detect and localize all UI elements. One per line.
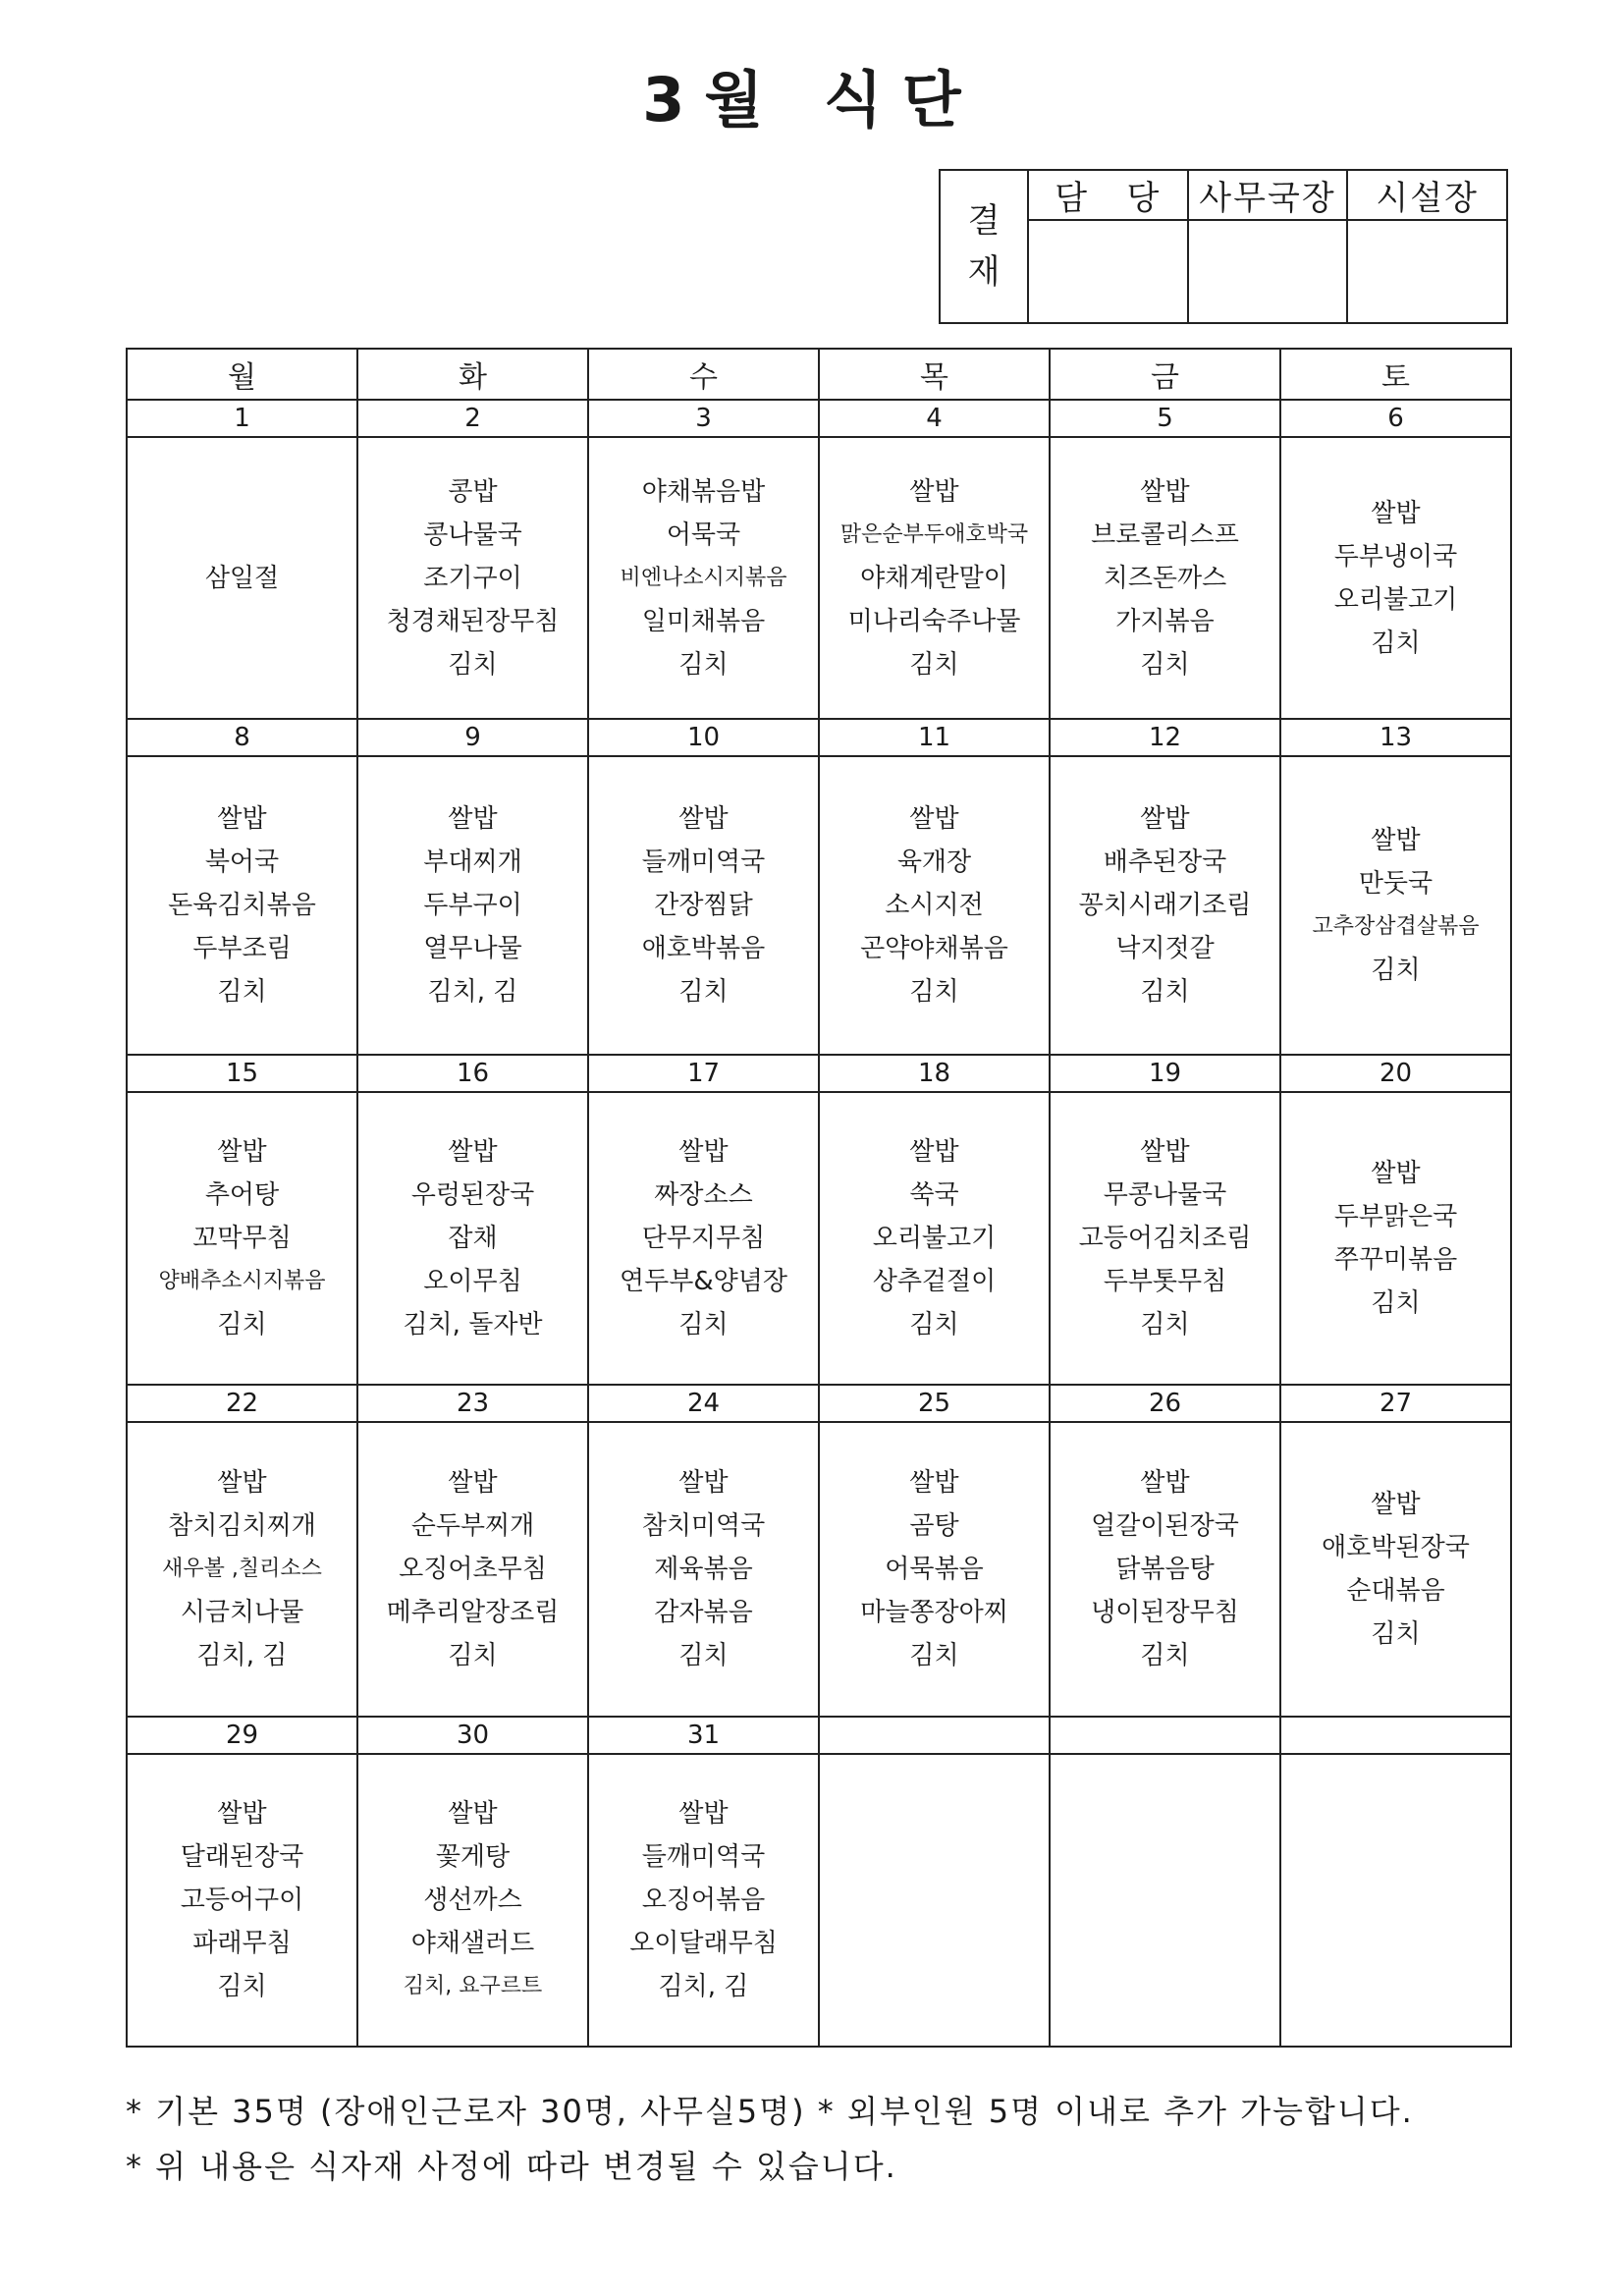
- dish-item: 김치: [678, 1310, 729, 1339]
- menu-cell: [127, 1754, 357, 2047]
- dish-item: 참치김치찌개: [168, 1511, 316, 1541]
- dish-item: 삼일절: [204, 563, 280, 593]
- date-cell: 4: [819, 400, 1050, 437]
- dish-item: 김치, 요구르트: [403, 1974, 543, 1998]
- approval-header-director: 시설장: [1347, 170, 1507, 220]
- date-cell: [819, 1717, 1050, 1754]
- menu-cell: [1280, 1422, 1511, 1717]
- dish-item: 두부맑은국: [1333, 1202, 1458, 1231]
- menu-cell: [1050, 1754, 1280, 2047]
- dish-item: 김치: [1371, 956, 1421, 985]
- menu-cell: [1050, 756, 1280, 1055]
- dish-item: 김치: [909, 977, 959, 1007]
- date-row: [127, 719, 1511, 756]
- dish-item: 김치, 김: [427, 977, 518, 1007]
- weekday-header: 목: [819, 349, 1050, 400]
- menu-cell: [1050, 1092, 1280, 1385]
- dish-item: 북어국: [204, 847, 280, 877]
- dish-item: 시금치나물: [180, 1598, 304, 1627]
- menu-cell: [1050, 437, 1280, 719]
- menu-cell: [357, 1092, 588, 1385]
- dish-item: 꼬막무침: [192, 1224, 292, 1253]
- dish-item: 쑥국: [909, 1180, 959, 1210]
- dish-item: 김치: [1140, 1641, 1190, 1670]
- dish-item: 냉이된장무침: [1091, 1598, 1239, 1627]
- dish-item: 단무지무침: [641, 1224, 766, 1253]
- date-row: [127, 400, 1511, 437]
- menu-cell: [819, 1092, 1050, 1385]
- dish-item: 김치: [1371, 628, 1421, 658]
- dish-item: 야채샐러드: [410, 1929, 535, 1958]
- dish-item: 쌀밥: [448, 1799, 498, 1829]
- dish-item: 고등어구이: [180, 1886, 304, 1915]
- menu-cell: [357, 756, 588, 1055]
- date-cell: 3: [588, 400, 819, 437]
- dish-item: 김치: [448, 1641, 498, 1670]
- dish-item: 쌀밥: [678, 1468, 729, 1498]
- approval-box: [939, 169, 1508, 324]
- menu-cell: [588, 437, 819, 719]
- dish-item: 마늘쫑장아찌: [860, 1598, 1008, 1627]
- date-cell: [1280, 1717, 1511, 1754]
- dish-item: 야채계란말이: [860, 563, 1008, 593]
- dish-item: 김치: [217, 1972, 267, 2001]
- dish-item: 김치: [1371, 1288, 1421, 1318]
- dish-item: 달래된장국: [180, 1842, 304, 1872]
- date-cell: 1: [127, 400, 357, 437]
- dish-item: 순대볶음: [1346, 1576, 1445, 1606]
- menu-row: [127, 437, 1511, 719]
- note-capacity: * 기본 35명 (장애인근로자 30명, 사무실5명) * 외부인원 5명 이내로 추가 가능합니다.: [126, 2093, 1414, 2130]
- dish-item: 김치: [678, 649, 729, 680]
- date-cell: 18: [819, 1055, 1050, 1092]
- dish-item: 오이달래무침: [629, 1929, 778, 1958]
- approval-signature-manager: [1028, 220, 1188, 323]
- dish-item: 연두부&양념장: [620, 1267, 787, 1296]
- dish-item: 조기구이: [423, 563, 522, 593]
- dish-item: 낙지젓갈: [1115, 934, 1215, 963]
- approval-header-secretary: 사무국장: [1188, 170, 1348, 220]
- weekday-header: 화: [357, 349, 588, 400]
- dish-item: 쌀밥: [678, 1799, 729, 1829]
- dish-item: 열무나물: [423, 934, 522, 963]
- dish-item: 생선까스: [423, 1886, 522, 1915]
- menu-cell: [127, 756, 357, 1055]
- dish-item: 쌀밥: [217, 1137, 267, 1167]
- dish-item: 김치: [909, 1310, 959, 1339]
- dish-item: 고등어김치조림: [1078, 1224, 1252, 1253]
- notes: [126, 2084, 1414, 2194]
- date-cell: 24: [588, 1385, 819, 1422]
- dish-item: 부대찌개: [423, 847, 522, 877]
- dish-item: 오이무침: [423, 1267, 522, 1296]
- dish-item: 야채볶음밥: [641, 476, 766, 507]
- menu-cell: [1050, 1422, 1280, 1717]
- menu-cell: [819, 437, 1050, 719]
- weekday-header: 월: [127, 349, 357, 400]
- date-cell: 11: [819, 719, 1050, 756]
- dish-item: 치즈돈까스: [1103, 563, 1227, 593]
- dish-item: 메추리알장조림: [386, 1598, 560, 1627]
- dish-item: 감자볶음: [654, 1598, 753, 1627]
- menu-cell: [588, 1754, 819, 2047]
- dish-item: 김치: [678, 977, 729, 1007]
- menu-row: [127, 1754, 1511, 2047]
- menu-cell: [357, 437, 588, 719]
- dish-item: 우렁된장국: [410, 1180, 535, 1210]
- dish-item: 곰탕: [909, 1511, 959, 1541]
- dish-item: 애호박볶음: [641, 934, 766, 963]
- dish-item: 들깨미역국: [641, 847, 766, 877]
- date-cell: 6: [1280, 400, 1511, 437]
- dish-item: 김치: [1140, 977, 1190, 1007]
- dish-item: 쌀밥: [217, 804, 267, 834]
- date-cell: 30: [357, 1717, 588, 1754]
- date-row: [127, 1055, 1511, 1092]
- dish-item: 잡채: [448, 1224, 498, 1253]
- date-cell: 27: [1280, 1385, 1511, 1422]
- dish-item: 두부냉이국: [1333, 541, 1458, 572]
- dish-item: 브로콜리스프: [1091, 519, 1239, 550]
- menu-cell: [1280, 1092, 1511, 1385]
- dish-item: 두부톳무침: [1103, 1267, 1227, 1296]
- dish-item: 쌀밥: [678, 1137, 729, 1167]
- dish-item: 김치: [678, 1641, 729, 1670]
- weekday-header: 수: [588, 349, 819, 400]
- approval-label-top: 결: [967, 201, 1001, 241]
- menu-cell: [1280, 1754, 1511, 2047]
- menu-cell: [1280, 756, 1511, 1055]
- dish-item: 고추장삼겹살볶음: [1312, 914, 1480, 939]
- menu-cell: [588, 1092, 819, 1385]
- dish-item: 쌀밥: [1371, 1159, 1421, 1188]
- dish-item: 일미채볶음: [641, 606, 766, 636]
- dish-item: 김치, 돌자반: [403, 1310, 543, 1339]
- date-cell: 15: [127, 1055, 357, 1092]
- date-cell: 29: [127, 1717, 357, 1754]
- dish-item: 쌀밥: [1371, 1490, 1421, 1519]
- dish-item: 순두부찌개: [410, 1511, 535, 1541]
- meal-calendar: [126, 348, 1512, 2048]
- dish-item: 배추된장국: [1103, 847, 1227, 877]
- date-cell: 26: [1050, 1385, 1280, 1422]
- dish-item: 추어탕: [204, 1180, 280, 1210]
- menu-cell: [127, 437, 357, 719]
- date-cell: 9: [357, 719, 588, 756]
- dish-item: 무콩나물국: [1103, 1180, 1227, 1210]
- approval-label: [940, 170, 1028, 323]
- menu-cell: [357, 1422, 588, 1717]
- dish-item: 쌀밥: [1371, 498, 1421, 528]
- dish-item: 쌀밥: [678, 804, 729, 834]
- date-cell: 5: [1050, 400, 1280, 437]
- date-cell: 22: [127, 1385, 357, 1422]
- dish-item: 얼갈이된장국: [1091, 1511, 1239, 1541]
- dish-item: 콩밥: [448, 476, 498, 507]
- dish-item: 만둣국: [1358, 869, 1434, 899]
- approval-signature-director: [1347, 220, 1507, 323]
- dish-item: 쌀밥: [909, 1137, 959, 1167]
- dish-item: 새우볼 ,칠리소스: [162, 1557, 322, 1581]
- date-row: [127, 1385, 1511, 1422]
- date-cell: 20: [1280, 1055, 1511, 1092]
- date-cell: 31: [588, 1717, 819, 1754]
- dish-item: 미나리숙주나물: [847, 606, 1021, 636]
- dish-item: 쌀밥: [909, 1468, 959, 1498]
- dish-item: 양배추소시지볶음: [158, 1269, 326, 1293]
- dish-item: 꽁치시래기조림: [1078, 891, 1252, 920]
- dish-item: 쭈꾸미볶음: [1333, 1245, 1458, 1275]
- dish-item: 쌀밥: [1140, 804, 1190, 834]
- approval-label-bottom: 재: [967, 252, 1001, 292]
- menu-cell: [357, 1754, 588, 2047]
- date-cell: 13: [1280, 719, 1511, 756]
- dish-item: 돈육김치볶음: [168, 891, 316, 920]
- dish-item: 파래무침: [192, 1929, 292, 1958]
- date-cell: [1050, 1717, 1280, 1754]
- dish-item: 쌀밥: [217, 1468, 267, 1498]
- dish-item: 김치: [1140, 649, 1190, 680]
- dish-item: 들깨미역국: [641, 1842, 766, 1872]
- menu-cell: [127, 1092, 357, 1385]
- dish-item: 쌀밥: [1371, 826, 1421, 855]
- menu-cell: [588, 1422, 819, 1717]
- dish-item: 소시지전: [885, 891, 984, 920]
- date-cell: 16: [357, 1055, 588, 1092]
- dish-item: 곤약야채볶음: [860, 934, 1008, 963]
- weekday-header: 토: [1280, 349, 1511, 400]
- dish-item: 쌀밥: [1140, 476, 1190, 507]
- date-cell: 23: [357, 1385, 588, 1422]
- weekday-header: 금: [1050, 349, 1280, 400]
- dish-item: 쌀밥: [1140, 1468, 1190, 1498]
- date-cell: 12: [1050, 719, 1280, 756]
- menu-row: [127, 1422, 1511, 1717]
- menu-cell: [588, 756, 819, 1055]
- menu-cell: [1280, 437, 1511, 719]
- dish-item: 육개장: [896, 847, 972, 877]
- dish-item: 쌀밥: [1140, 1137, 1190, 1167]
- dish-item: 김치: [217, 1310, 267, 1339]
- approval-signature-secretary: [1188, 220, 1348, 323]
- dish-item: 오리불고기: [872, 1224, 997, 1253]
- menu-cell: [127, 1422, 357, 1717]
- dish-item: 쌀밥: [448, 804, 498, 834]
- dish-item: 오징어볶음: [641, 1886, 766, 1915]
- page-title: 3월 식단: [642, 64, 981, 136]
- dish-item: 쌀밥: [448, 1468, 498, 1498]
- dish-item: 김치: [217, 977, 267, 1007]
- dish-item: 비엔나소시지볶음: [620, 565, 787, 590]
- dish-item: 참치미역국: [641, 1511, 766, 1541]
- menu-row: [127, 1092, 1511, 1385]
- dish-item: 콩나물국: [423, 519, 522, 550]
- date-cell: 8: [127, 719, 357, 756]
- dish-item: 제육볶음: [654, 1555, 753, 1584]
- note-change: * 위 내용은 식자재 사정에 따라 변경될 수 있습니다.: [126, 2148, 897, 2185]
- dish-item: 김치, 김: [196, 1641, 288, 1670]
- dish-item: 애호박된장국: [1322, 1533, 1470, 1562]
- dish-item: 김치: [1371, 1619, 1421, 1649]
- dish-item: 청경채된장무침: [386, 606, 560, 636]
- dish-item: 꽃게탕: [435, 1842, 511, 1872]
- weekday-header-row: [127, 349, 1511, 400]
- dish-item: 어묵국: [666, 519, 741, 550]
- dish-item: 가지볶음: [1115, 606, 1215, 636]
- dish-item: 두부구이: [423, 891, 522, 920]
- date-row: [127, 1717, 1511, 1754]
- dish-item: 짜장소스: [654, 1180, 753, 1210]
- dish-item: 김치: [448, 649, 498, 680]
- dish-item: 오리불고기: [1333, 584, 1458, 615]
- dish-item: 쌀밥: [909, 476, 959, 507]
- menu-cell: [819, 1422, 1050, 1717]
- date-cell: 2: [357, 400, 588, 437]
- date-cell: 19: [1050, 1055, 1280, 1092]
- dish-item: 닭볶음탕: [1115, 1555, 1215, 1584]
- date-cell: 25: [819, 1385, 1050, 1422]
- dish-item: 어묵볶음: [885, 1555, 984, 1584]
- dish-item: 간장찜닭: [654, 891, 753, 920]
- dish-item: 쌀밥: [217, 1799, 267, 1829]
- dish-item: 쌀밥: [448, 1137, 498, 1167]
- menu-row: [127, 756, 1511, 1055]
- dish-item: 김치: [909, 649, 959, 680]
- dish-item: 상추겉절이: [872, 1267, 997, 1296]
- dish-item: 김치: [1140, 1310, 1190, 1339]
- dish-item: 두부조림: [192, 934, 292, 963]
- dish-item: 김치: [909, 1641, 959, 1670]
- approval-header-manager: 담 당: [1028, 170, 1188, 220]
- date-cell: 10: [588, 719, 819, 756]
- date-cell: 17: [588, 1055, 819, 1092]
- dish-item: 김치, 김: [658, 1972, 749, 2001]
- menu-cell: [819, 756, 1050, 1055]
- menu-cell: [819, 1754, 1050, 2047]
- dish-item: 오징어초무침: [399, 1555, 547, 1584]
- dish-item: 쌀밥: [909, 804, 959, 834]
- dish-item: 맑은순부두애호박국: [839, 521, 1029, 547]
